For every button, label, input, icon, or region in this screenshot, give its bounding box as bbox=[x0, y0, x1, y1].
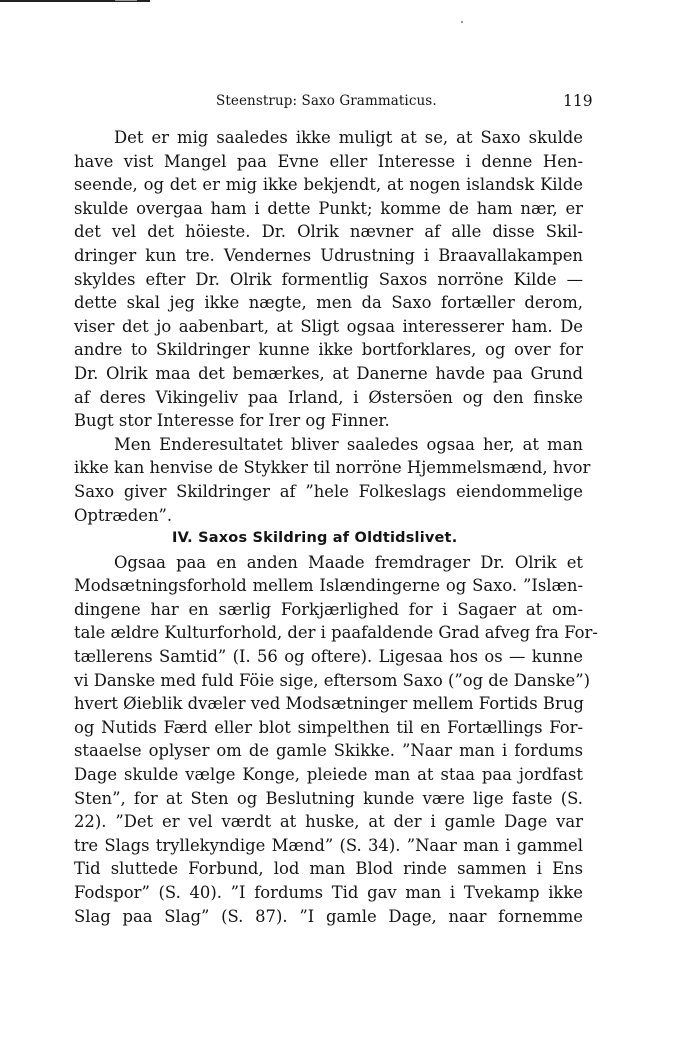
text-line: Bugt stor Interesse for Irer og Finner. bbox=[74, 411, 390, 431]
text-line: have vist Mangel paa Evne eller Interesse i denne Hen- bbox=[74, 151, 583, 171]
text-line: staaelse oplyser om de gamle Skikke. ”Naar man i fordums bbox=[74, 741, 583, 761]
text-line: vi Danske med fuld Föie sige, eftersom Saxo (”og de Danske”) bbox=[74, 670, 590, 690]
text-line: Saxo giver Skildringer af ”hele Folkeslags eiendommelige bbox=[74, 481, 583, 501]
text-line: Men Enderesultatet bliver saaledes ogsaa her, at man bbox=[114, 434, 583, 454]
text-line: ikke kan henvise de Stykker til norröne Hjemmelsmænd, hvor bbox=[74, 458, 591, 478]
text-line: hvert Øieblik dvæler ved Modsætninger mellem Fortids Brug bbox=[74, 694, 584, 714]
text-line: Ogsaa paa en anden Maade fremdrager Dr. Olrik et bbox=[114, 552, 583, 572]
text-line: Optræden”. bbox=[74, 505, 173, 525]
text-line: viser det jo aabenbart, at Sligt ogsaa interesserer ham. De bbox=[74, 316, 583, 336]
text-line: dingene har en særlig Forkjærlighed for i Sagaer at om- bbox=[74, 599, 583, 619]
text-line: Tid sluttede Forbund, lod man Blod rinde sammen i Ens bbox=[74, 859, 583, 879]
text-line: Fodspor” (S. 40). ”I fordums Tid gav man i Tvekamp ikke bbox=[74, 883, 583, 902]
text-line: det vel det höieste. Dr. Olrik nævner af alle disse Skil- bbox=[74, 222, 583, 242]
body-text bbox=[74, 126, 598, 928]
running-head: Steenstrup: Saxo Grammaticus. bbox=[216, 93, 437, 109]
text-line: tre Slags tryllekyndige Mænd” (S. 34). ”Naar man i gammel bbox=[74, 835, 583, 855]
text-line: Modsætningsforhold mellem Islændingerne og Saxo. ”Islæn- bbox=[74, 576, 583, 596]
text-line: tale ældre Kulturforhold, der i paafaldende Grad afveg fra For- bbox=[74, 623, 598, 643]
text-line: andre to Skildringer kunne ikke bortforklares, og over for bbox=[74, 340, 583, 360]
text-line: seende, og det er mig ikke bekjendt, at nogen islandsk Kilde bbox=[74, 175, 583, 195]
page-number: 119 bbox=[563, 92, 593, 110]
text-line: af deres Vikingeliv paa Irland, i Østersöen og den finske bbox=[74, 387, 583, 407]
section-heading: IV. Saxos Skildring af Oldtidslivet. bbox=[172, 530, 458, 547]
text-line: skyldes efter Dr. Olrik formentlig Saxos norröne Kilde — bbox=[74, 269, 583, 289]
text-line: skulde overgaa ham i dette Punkt; komme de ham nær, er bbox=[74, 198, 583, 218]
text-line: Slag paa Slag” (S. 87). ”I gamle Dage, naar fornemme bbox=[74, 906, 583, 926]
text-line: Sten”, for at Sten og Beslutning kunde være lige faste (S. bbox=[74, 788, 583, 808]
top-edge-rule-faint bbox=[115, 0, 137, 1]
text-line: Det er mig saaledes ikke muligt at se, at Saxo skulde bbox=[114, 128, 583, 147]
text-line: dringer kun tre. Vendernes Udrustning i Braavallakampen bbox=[74, 245, 583, 265]
text-line: og Nutids Færd eller blot simpelthen til en Fortællings For- bbox=[74, 717, 583, 737]
text-line: 22). ”Det er vel værdt at huske, at der i gamle Dage var bbox=[74, 812, 583, 832]
text-line: tællerens Samtid” (I. 56 og oftere). Ligesaa hos os — kunne bbox=[74, 647, 583, 667]
text-line: Dage skulde vælge Konge, pleiede man at staa paa jordfast bbox=[74, 765, 583, 785]
text-line: Dr. Olrik maa det bemærkes, at Danerne havde paa Grund bbox=[74, 363, 583, 383]
text-line: dette skal jeg ikke nægte, men da Saxo fortæller derom, bbox=[74, 293, 583, 313]
print-speck bbox=[461, 21, 463, 23]
